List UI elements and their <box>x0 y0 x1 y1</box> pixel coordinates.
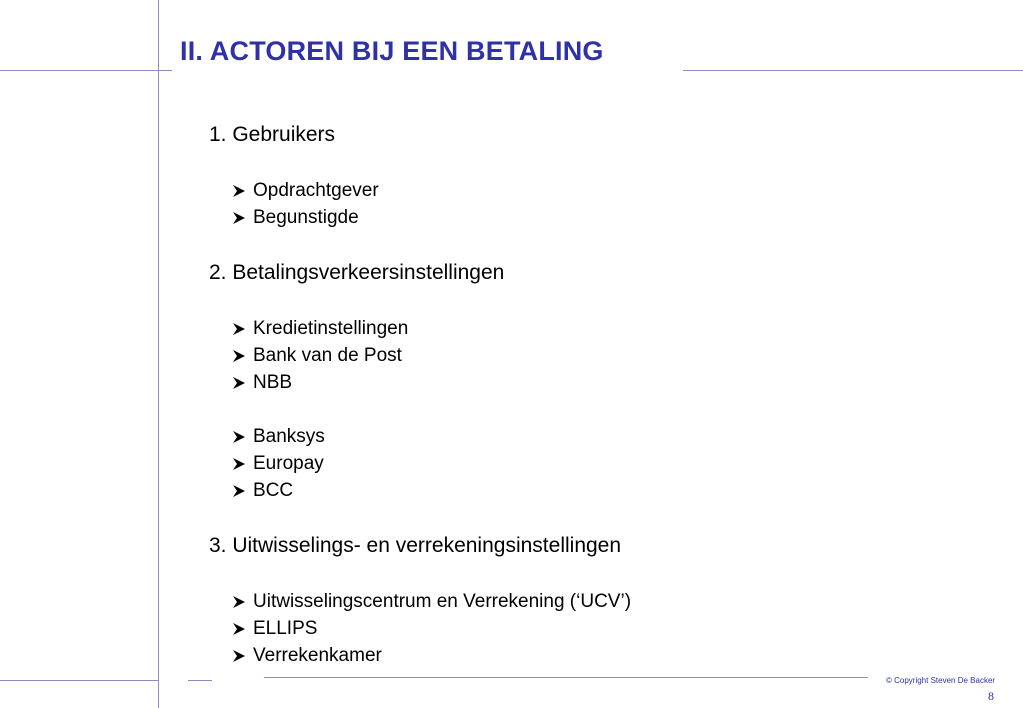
arrow-bullet-icon <box>230 429 250 445</box>
list-item-label: Uitwisselingscentrum en Verrekening (‘UCV’) <box>253 591 632 612</box>
list-item <box>230 426 325 448</box>
list-item-label: Bank van de Post <box>253 345 402 366</box>
bottom-rule-right <box>264 677 868 678</box>
section-heading-betalingsverkeersinstellingen: 2. Betalingsverkeersinstellingen <box>209 261 505 284</box>
top-rule-left <box>0 70 172 71</box>
list-item-label: ELLIPS <box>253 618 318 639</box>
vertical-rule <box>158 0 159 708</box>
list-item-label: Kredietinstellingen <box>253 318 409 339</box>
arrow-bullet-icon <box>230 483 250 499</box>
copyright-notice: © Copyright Steven De Backer <box>886 676 996 685</box>
page-number: 8 <box>988 689 994 703</box>
arrow-bullet-icon <box>230 648 250 664</box>
arrow-bullet-icon <box>230 594 250 610</box>
arrow-bullet-icon <box>230 321 250 337</box>
section-heading-uitwisselingsinstellingen: 3. Uitwisselings- en verrekeningsinstellingen <box>209 534 622 557</box>
list-item <box>230 372 292 394</box>
list-item <box>230 345 402 367</box>
list-item <box>230 207 359 229</box>
arrow-bullet-icon <box>230 375 250 391</box>
bottom-rule-small <box>188 680 212 681</box>
list-item <box>230 591 631 613</box>
list-item-label: Begunstigde <box>253 207 359 228</box>
list-item <box>230 480 293 502</box>
list-item-label: Europay <box>253 453 324 474</box>
list-item <box>230 645 382 667</box>
arrow-bullet-icon <box>230 348 250 364</box>
list-item-label: NBB <box>253 372 293 393</box>
list-item <box>230 618 317 640</box>
list-item-label: BCC <box>253 480 294 501</box>
arrow-bullet-icon <box>230 183 250 199</box>
list-item-label: Banksys <box>253 426 325 447</box>
top-rule-right <box>683 70 1023 71</box>
arrow-bullet-icon <box>230 456 250 472</box>
list-item-label: Opdrachtgever <box>253 180 379 201</box>
list-item <box>230 453 324 475</box>
section-heading-gebruikers: 1. Gebruikers <box>209 123 336 146</box>
list-item <box>230 318 408 340</box>
arrow-bullet-icon <box>230 621 250 637</box>
list-item <box>230 180 379 202</box>
list-item-label: Verrekenkamer <box>253 645 382 666</box>
slide-title: II. ACTOREN BIJ EEN BETALING <box>180 36 604 66</box>
arrow-bullet-icon <box>230 210 250 226</box>
bottom-rule-left <box>0 680 158 681</box>
